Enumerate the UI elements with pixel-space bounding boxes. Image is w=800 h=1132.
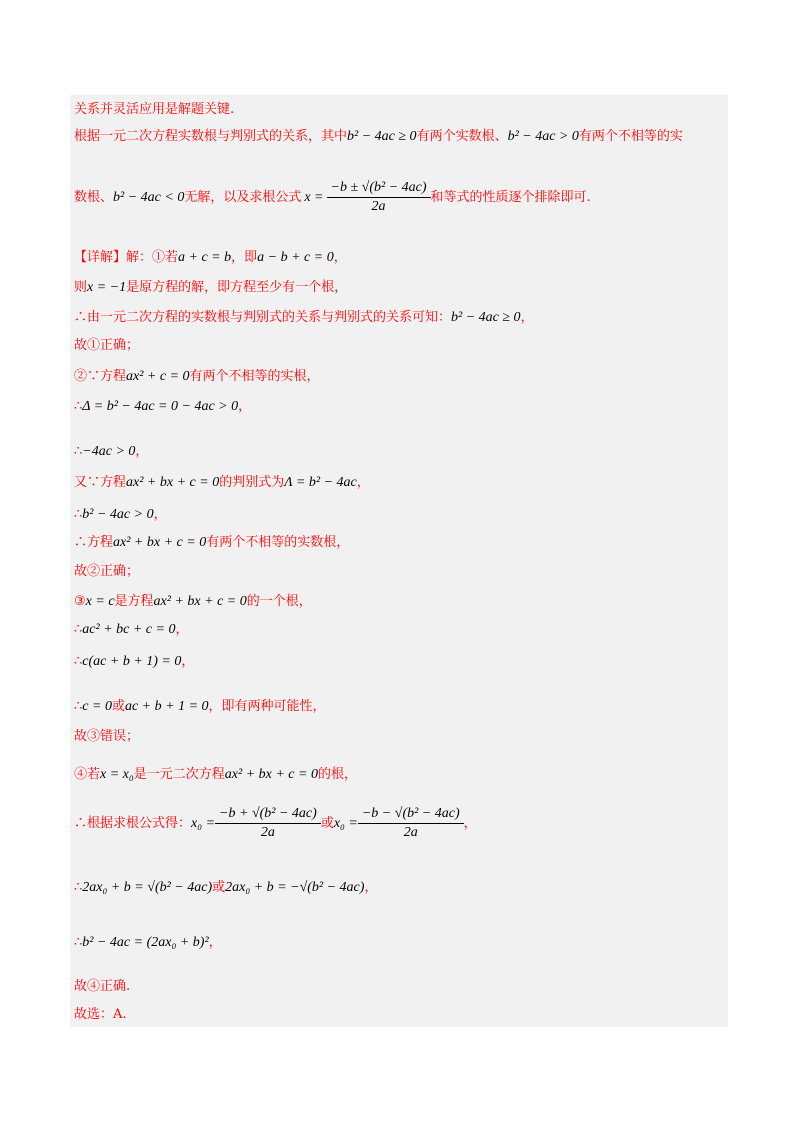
math-expression: x₀ = — [191, 816, 216, 831]
math-expression: x = −1 — [87, 280, 127, 295]
line-text: ∴ — [74, 507, 83, 522]
text-line — [74, 592, 312, 612]
math-expression: b² − 4ac > 0 — [82, 507, 154, 522]
line-text: 又∵方程 — [74, 475, 127, 490]
line-text: 是原方程的解，即方程至少有一个根， — [126, 280, 348, 295]
math-expression: Δ = b² − 4ac = 0 − 4ac > 0 — [82, 399, 239, 414]
line-text: ， — [364, 880, 378, 895]
text-line — [74, 442, 148, 462]
text-line — [74, 336, 139, 356]
math-expression: b² − 4ac > 0 — [507, 129, 579, 144]
line-text: ∴根据求根公式得： — [74, 816, 192, 831]
text-line — [74, 765, 357, 785]
math-expression: ax² + c = 0 — [126, 369, 190, 384]
text-line — [74, 367, 320, 387]
math-expression: ax² + bx + c = 0 — [153, 594, 247, 609]
math-expression: Λ = b² − 4ac — [284, 475, 357, 490]
math-expression: a − b + c = 0 — [257, 250, 334, 265]
text-line — [74, 100, 234, 120]
line-text: 有两个不相等的实根， — [189, 369, 320, 384]
math-expression: x = c — [85, 594, 115, 609]
line-text: ∴方程 — [74, 535, 114, 550]
math-expression: −4ac > 0 — [82, 444, 136, 459]
line-text: 无解，以及求根公式 — [184, 190, 302, 205]
math-expression: b² − 4ac ≥ 0 — [451, 310, 521, 325]
line-text: 故③错误； — [74, 729, 140, 744]
root-formula-plus-denominator: 2a — [260, 825, 275, 840]
line-text: ， — [356, 475, 370, 490]
math-expression: a + c = b — [178, 250, 232, 265]
line-text: 是方程 — [114, 594, 154, 609]
text-line — [74, 533, 349, 553]
math-expression: x₀ = — [333, 816, 358, 831]
line-text: ③ — [74, 594, 86, 609]
text-line — [74, 308, 534, 328]
line-text: ∴ — [74, 699, 83, 714]
line-text: ②∵方程 — [74, 369, 127, 384]
line-text: 的一个根， — [246, 594, 312, 609]
line-text: 是一元二次方程 — [133, 767, 225, 782]
line-text: ， — [181, 654, 195, 669]
text-line — [74, 505, 167, 525]
math-expression: c(ac + b + 1) = 0 — [82, 654, 182, 669]
line-text: 关系并灵活应用是解题关键. — [74, 102, 235, 117]
text-line — [74, 977, 130, 997]
math-expression: 2ax₀ + b = −√(b² − 4ac) — [225, 880, 365, 895]
line-text: ， — [135, 444, 149, 459]
line-text: 故选：A. — [74, 1007, 127, 1022]
line-text: ， — [520, 310, 534, 325]
root-formula-plus-numerator: −b + √(b² − 4ac) — [215, 805, 321, 824]
text-line — [74, 473, 370, 493]
text-line — [74, 804, 477, 844]
line-text: ∴ — [74, 444, 83, 459]
text-line — [74, 652, 194, 672]
line-text: 或 — [111, 699, 125, 714]
quadratic-formula — [327, 179, 431, 216]
line-text: ，即有两种可能性， — [208, 699, 326, 714]
text-line — [74, 178, 591, 218]
line-text: ④若 — [74, 767, 101, 782]
root-formula-plus — [215, 805, 321, 842]
line-text: 故②正确； — [74, 564, 140, 579]
math-expression: ax² + bx + c = 0 — [224, 767, 318, 782]
line-text: 或 — [212, 880, 226, 895]
text-line — [74, 878, 377, 898]
line-text: ，即 — [231, 250, 258, 265]
math-expression: ac + b + 1 = 0 — [124, 699, 209, 714]
line-text: 或 — [320, 816, 334, 831]
line-text: ， — [333, 250, 347, 265]
line-text: 根据一元二次方程实数根与判别式的关系，其中 — [74, 129, 348, 144]
text-line — [74, 620, 188, 640]
line-text: ∴ — [74, 654, 83, 669]
line-text: ∴ — [74, 622, 83, 637]
line-text: 故④正确. — [74, 979, 131, 994]
math-expression: x = — [304, 190, 324, 205]
text-line — [74, 697, 326, 717]
math-expression: ac² + bc + c = 0 — [82, 622, 176, 637]
text-line — [74, 278, 347, 298]
line-text: 的根， — [317, 767, 357, 782]
math-expression: ax² + bx + c = 0 — [113, 535, 207, 550]
line-text: 数根、 — [74, 190, 114, 205]
math-expression: 2ax₀ + b = √(b² − 4ac) — [82, 880, 213, 895]
line-text: 故①正确； — [74, 338, 140, 353]
quadratic-formula-numerator: −b ± √(b² − 4ac) — [327, 179, 431, 198]
math-expression: b² − 4ac = (2ax₀ + b)² — [82, 935, 209, 950]
line-text: 和等式的性质逐个排除即可. — [430, 190, 591, 205]
text-line — [74, 727, 139, 747]
line-text: 有两个实数根、 — [416, 129, 508, 144]
line-text: ， — [153, 507, 167, 522]
text-line — [74, 933, 222, 953]
line-text: 则 — [74, 280, 88, 295]
root-formula-minus-numerator: −b − √(b² − 4ac) — [358, 805, 464, 824]
line-text: ∴ — [74, 880, 83, 895]
text-line — [74, 1005, 127, 1025]
text-line — [74, 397, 251, 417]
line-text: 有两个不相等的实 — [578, 129, 683, 144]
line-text: ∴由一元二次方程的实数根与判别式的关系与判别式的关系可知： — [74, 310, 452, 325]
text-line — [74, 127, 683, 147]
line-text: ， — [463, 816, 477, 831]
root-formula-minus — [358, 805, 464, 842]
line-text: 有两个不相等的实数根， — [206, 535, 350, 550]
math-expression: c = 0 — [82, 699, 112, 714]
line-text: 【详解】解：①若 — [74, 250, 179, 265]
quadratic-formula-denominator: 2a — [371, 199, 386, 214]
root-formula-minus-denominator: 2a — [403, 825, 418, 840]
line-text: ， — [175, 622, 189, 637]
math-expression: ax² + bx + c = 0 — [126, 475, 220, 490]
math-expression: x = x₀ — [100, 767, 134, 782]
line-text: 的判别式为 — [219, 475, 285, 490]
line-text: ∴ — [74, 935, 83, 950]
text-line — [74, 562, 139, 582]
line-text: ∴ — [74, 399, 83, 414]
line-text: ， — [238, 399, 252, 414]
math-expression: b² − 4ac ≥ 0 — [347, 129, 417, 144]
text-line — [74, 248, 347, 268]
math-expression: b² − 4ac < 0 — [113, 190, 185, 205]
line-text: ， — [208, 935, 222, 950]
